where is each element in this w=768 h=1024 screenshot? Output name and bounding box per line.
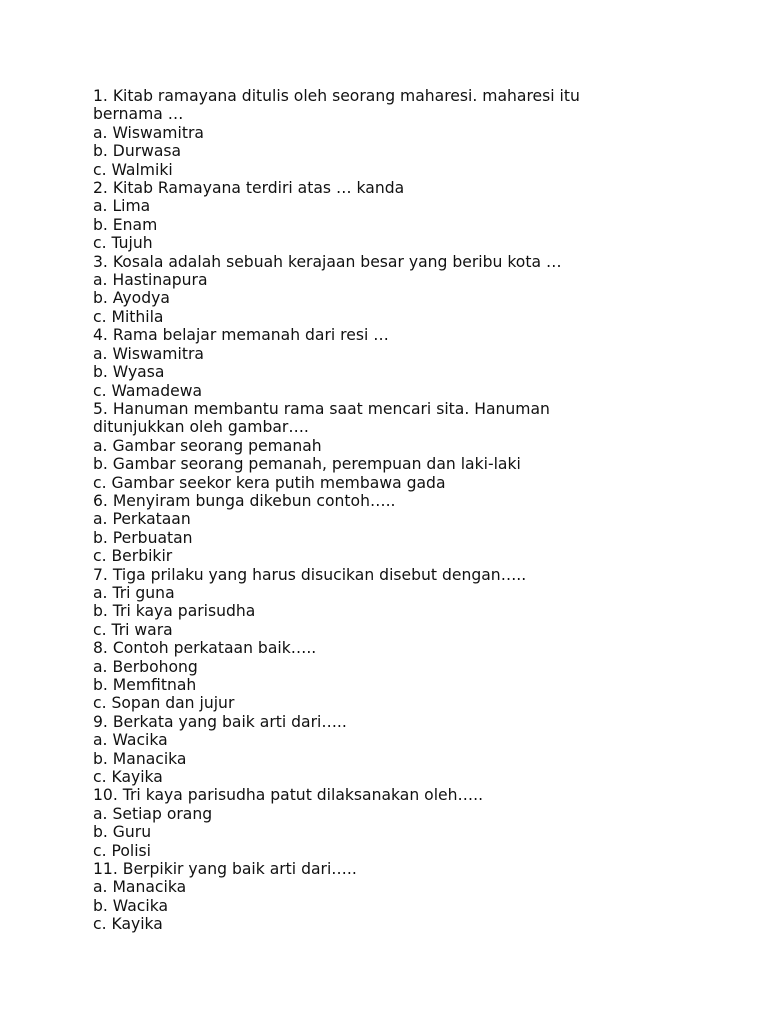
question-block [93, 400, 653, 492]
answer-option: a. Wacika [93, 731, 168, 750]
question-text: 11. Berpikir yang baik arti dari….. [93, 860, 357, 879]
answer-option: a. Setiap orang [93, 804, 213, 823]
question-text: 10. Tri kaya parisudha patut dilaksanakan oleh….. [93, 786, 484, 805]
question-block [93, 786, 653, 860]
document-page [93, 87, 653, 934]
question-list [93, 87, 653, 934]
question-text: ditunjukkan oleh gambar…. [93, 418, 309, 437]
answer-option: a. Berbohong [93, 657, 198, 676]
question-block [93, 566, 653, 640]
answer-option: a. Wiswamitra [93, 123, 204, 142]
answer-option: c. Berbikir [93, 547, 173, 566]
question-text: 6. Menyiram bunga dikebun contoh….. [93, 491, 396, 510]
answer-option: c. Sopan dan jujur [93, 694, 235, 713]
question-text: 2. Kitab Ramayana terdiri atas … kanda [93, 179, 405, 198]
answer-option: a. Lima [93, 197, 151, 216]
answer-option: b. Memfitnah [93, 676, 197, 694]
answer-option: b. Wyasa [93, 363, 165, 382]
answer-option: b. Guru [93, 823, 152, 842]
question-block [93, 253, 653, 327]
question-block [93, 860, 653, 934]
question-block [93, 179, 653, 253]
answer-option: a. Hastinapura [93, 271, 208, 290]
answer-option: b. Ayodya [93, 289, 170, 308]
answer-option: b. Tri kaya parisudha [93, 602, 256, 621]
question-block [93, 87, 653, 179]
answer-option: c. Tujuh [93, 234, 153, 253]
question-text: 1. Kitab ramayana ditulis oleh seorang maharesi. maharesi itu [93, 87, 580, 105]
question-block [93, 492, 653, 566]
question-text: 3. Kosala adalah sebuah kerajaan besar yang beribu kota … [93, 252, 562, 271]
question-block [93, 326, 653, 400]
answer-option: b. Perbuatan [93, 528, 193, 547]
answer-option: a. Gambar seorang pemanah [93, 436, 322, 455]
answer-option: c. Mithila [93, 307, 164, 326]
answer-option: c. Wamadewa [93, 381, 203, 400]
answer-option: c. Kayika [93, 915, 163, 934]
question-text: bernama … [93, 105, 184, 124]
answer-option: a. Perkataan [93, 510, 191, 529]
answer-option: b. Enam [93, 215, 158, 234]
question-block [93, 639, 653, 713]
question-text: 8. Contoh perkataan baik….. [93, 639, 317, 658]
answer-option: a. Wiswamitra [93, 344, 204, 363]
answer-option: a. Manacika [93, 878, 187, 897]
answer-option: c. Walmiki [93, 160, 173, 179]
answer-option: c. Polisi [93, 841, 151, 860]
answer-option: b. Gambar seorang pemanah, perempuan dan laki-laki [93, 455, 521, 474]
question-text: 7. Tiga prilaku yang harus disucikan disebut dengan….. [93, 565, 527, 584]
question-text: 5. Hanuman membantu rama saat mencari sita. Hanuman [93, 399, 550, 418]
question-text: 9. Berkata yang baik arti dari….. [93, 712, 347, 731]
answer-option: b. Wacika [93, 896, 169, 915]
question-text: 4. Rama belajar memanah dari resi … [93, 326, 389, 345]
answer-option: a. Tri guna [93, 583, 175, 602]
answer-option: b. Manacika [93, 749, 187, 768]
answer-option: b. Durwasa [93, 142, 182, 161]
answer-option: c. Kayika [93, 768, 163, 787]
answer-option: c. Gambar seekor kera putih membawa gada [93, 473, 446, 492]
answer-option: c. Tri wara [93, 620, 173, 639]
question-block [93, 713, 653, 787]
